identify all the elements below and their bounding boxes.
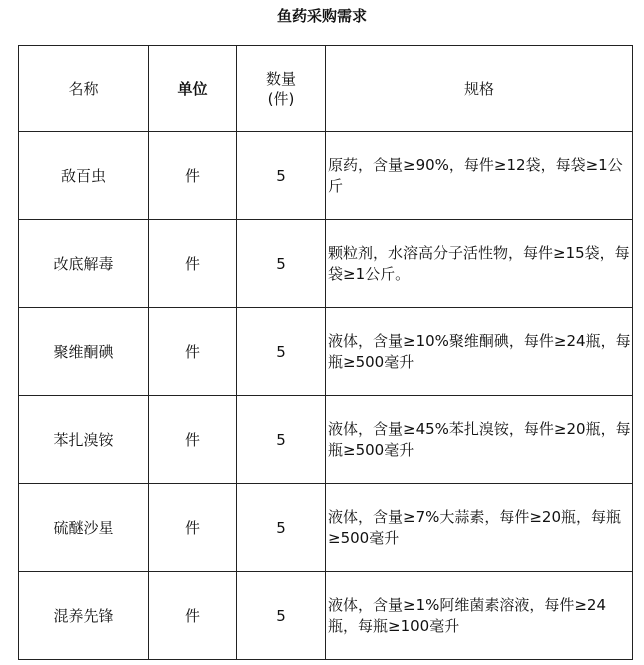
cell-spec: 液体，含量≥45%苯扎溴铵，每件≥20瓶，每瓶≥500毫升: [326, 396, 633, 484]
cell-name: 硫醚沙星: [19, 484, 149, 572]
cell-name: 改底解毒: [19, 220, 149, 308]
cell-quantity: 5: [237, 396, 326, 484]
cell-spec: 液体，含量≥1%阿维菌素溶液，每件≥24瓶，每瓶≥100毫升: [326, 572, 633, 660]
cell-spec: 液体，含量≥10%聚维酮碘，每件≥24瓶，每瓶≥500毫升: [326, 308, 633, 396]
cell-name: 敌百虫: [19, 132, 149, 220]
table-row: [19, 572, 633, 660]
cell-unit: 件: [149, 484, 237, 572]
page-title: 鱼药采购需求: [276, 7, 367, 25]
cell-quantity: 5: [237, 132, 326, 220]
cell-spec: 液体，含量≥7%大蒜素，每件≥20瓶，每瓶≥500毫升: [326, 484, 633, 572]
cell-quantity: 5: [237, 308, 326, 396]
table-row: [19, 220, 633, 308]
procurement-table: [18, 45, 633, 660]
cell-unit: 件: [149, 308, 237, 396]
header-quantity-label: 数量: [265, 69, 296, 88]
table-row: [19, 132, 633, 220]
cell-unit: 件: [149, 396, 237, 484]
cell-name: 苯扎溴铵: [19, 396, 149, 484]
header-spec: 规格: [326, 46, 633, 132]
table-row: [19, 308, 633, 396]
cell-name: 混养先锋: [19, 572, 149, 660]
cell-spec: 颗粒剂，水溶高分子活性物，每件≥15袋，每袋≥1公斤。: [326, 220, 633, 308]
cell-quantity: 5: [237, 220, 326, 308]
cell-spec: 原药，含量≥90%，每件≥12袋，每袋≥1公斤: [326, 132, 633, 220]
header-name: 名称: [19, 46, 149, 132]
cell-unit: 件: [149, 132, 237, 220]
table-header-row: [19, 46, 633, 132]
cell-quantity: 5: [237, 484, 326, 572]
cell-unit: 件: [149, 220, 237, 308]
cell-quantity: 5: [237, 572, 326, 660]
header-quantity-unit: (件): [267, 89, 295, 108]
header-quantity: [237, 46, 326, 132]
cell-unit: 件: [149, 572, 237, 660]
cell-name: 聚维酮碘: [19, 308, 149, 396]
header-unit: 单位: [149, 46, 237, 132]
table-row: [19, 396, 633, 484]
table-row: [19, 484, 633, 572]
